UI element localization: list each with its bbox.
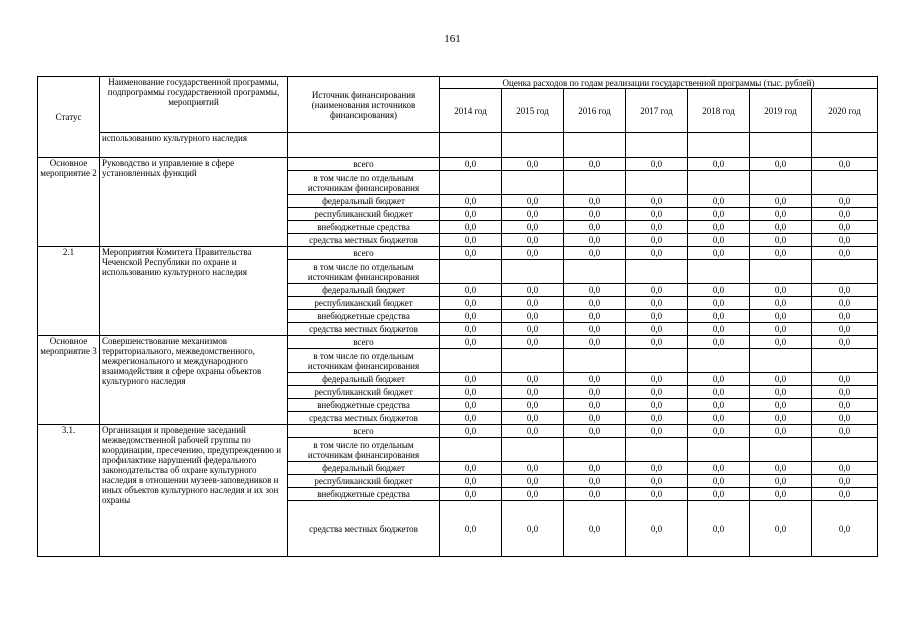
value-cell: 0,0 (440, 501, 502, 557)
value-cell: 0,0 (750, 195, 812, 208)
value-cell: 0,0 (440, 158, 502, 171)
funding-source-cell: республиканский бюджет (288, 475, 440, 488)
header-name: Наименование государственной программы, подпрограммы государственной программы, мероприятий (100, 77, 288, 133)
value-cell: 0,0 (688, 399, 750, 412)
funding-source-cell: в том числе по отдельным источникам финансирования (288, 349, 440, 373)
value-cell: 0,0 (750, 462, 812, 475)
funding-source-cell: внебюджетные средства (288, 488, 440, 501)
value-cell: 0,0 (564, 297, 626, 310)
header-year: 2016 год (564, 89, 626, 133)
empty-cell (288, 133, 440, 158)
value-cell: 0,0 (812, 284, 878, 297)
value-cell: 0,0 (502, 386, 564, 399)
empty-cell (750, 133, 812, 158)
value-cell: 0,0 (688, 234, 750, 247)
value-cell: 0,0 (502, 475, 564, 488)
value-cell: 0,0 (750, 310, 812, 323)
value-cell: 0,0 (812, 412, 878, 425)
value-cell: 0,0 (626, 221, 688, 234)
value-cell: 0,0 (564, 247, 626, 260)
value-cell: 0,0 (564, 373, 626, 386)
value-cell (812, 260, 878, 284)
value-cell (812, 349, 878, 373)
header-source: Источник финансирования (наименования источников финансирования) (288, 77, 440, 133)
value-cell: 0,0 (688, 386, 750, 399)
value-cell: 0,0 (812, 475, 878, 488)
value-cell: 0,0 (812, 234, 878, 247)
value-cell: 0,0 (688, 462, 750, 475)
value-cell: 0,0 (440, 323, 502, 336)
value-cell: 0,0 (688, 475, 750, 488)
value-cell (502, 260, 564, 284)
funding-source-cell: всего (288, 247, 440, 260)
value-cell: 0,0 (440, 488, 502, 501)
value-cell: 0,0 (564, 488, 626, 501)
program-name-cell: Мероприятия Комитета Правительства Чеченской Республики по охране и использованию культурного наследия (100, 247, 288, 336)
value-cell: 0,0 (626, 336, 688, 349)
value-cell: 0,0 (502, 399, 564, 412)
funding-source-cell: республиканский бюджет (288, 386, 440, 399)
value-cell: 0,0 (626, 501, 688, 557)
header-year: 2020 год (812, 89, 878, 133)
value-cell: 0,0 (502, 234, 564, 247)
value-cell: 0,0 (626, 475, 688, 488)
value-cell: 0,0 (688, 412, 750, 425)
table-row (38, 425, 878, 438)
value-cell: 0,0 (812, 221, 878, 234)
funding-source-cell: в том числе по отдельным источникам финансирования (288, 438, 440, 462)
value-cell: 0,0 (626, 425, 688, 438)
value-cell: 0,0 (812, 425, 878, 438)
value-cell (688, 349, 750, 373)
funding-source-cell: федеральный бюджет (288, 462, 440, 475)
empty-cell (564, 133, 626, 158)
value-cell: 0,0 (564, 399, 626, 412)
funding-source-cell: средства местных бюджетов (288, 412, 440, 425)
value-cell: 0,0 (440, 336, 502, 349)
value-cell (626, 260, 688, 284)
value-cell (688, 438, 750, 462)
status-cell: Основное мероприятие 2 (38, 158, 100, 247)
value-cell: 0,0 (750, 425, 812, 438)
value-cell: 0,0 (812, 310, 878, 323)
value-cell: 0,0 (812, 195, 878, 208)
value-cell: 0,0 (440, 195, 502, 208)
value-cell: 0,0 (564, 310, 626, 323)
funding-source-cell: средства местных бюджетов (288, 501, 440, 557)
value-cell (440, 438, 502, 462)
header-year: 2015 год (502, 89, 564, 133)
value-cell (502, 349, 564, 373)
status-cell: 2.1 (38, 247, 100, 336)
value-cell: 0,0 (626, 195, 688, 208)
value-cell: 0,0 (502, 158, 564, 171)
value-cell: 0,0 (564, 412, 626, 425)
value-cell: 0,0 (812, 501, 878, 557)
value-cell: 0,0 (564, 158, 626, 171)
value-cell: 0,0 (502, 462, 564, 475)
value-cell: 0,0 (502, 297, 564, 310)
value-cell: 0,0 (688, 195, 750, 208)
value-cell: 0,0 (440, 310, 502, 323)
value-cell: 0,0 (502, 501, 564, 557)
value-cell: 0,0 (688, 247, 750, 260)
value-cell: 0,0 (440, 297, 502, 310)
program-name-cell: Организация и проведение заседаний межведомственной рабочей группы по координации, пресечению, предупреждению и профилактике нарушений федерального законодательства об охране культурного наследия в отношении музеев-заповедников и иных объектов культурного наследия и их зон охраны (100, 425, 288, 557)
funding-source-cell: республиканский бюджет (288, 297, 440, 310)
value-cell: 0,0 (440, 221, 502, 234)
value-cell: 0,0 (626, 462, 688, 475)
value-cell: 0,0 (564, 462, 626, 475)
value-cell: 0,0 (626, 158, 688, 171)
funding-source-cell: федеральный бюджет (288, 373, 440, 386)
value-cell: 0,0 (812, 323, 878, 336)
value-cell: 0,0 (626, 399, 688, 412)
funding-source-cell: республиканский бюджет (288, 208, 440, 221)
empty-cell (502, 133, 564, 158)
funding-source-cell: в том числе по отдельным источникам финансирования (288, 171, 440, 195)
funding-source-cell: внебюджетные средства (288, 221, 440, 234)
value-cell: 0,0 (750, 297, 812, 310)
value-cell: 0,0 (750, 412, 812, 425)
value-cell (750, 171, 812, 195)
funding-source-cell: всего (288, 158, 440, 171)
value-cell: 0,0 (502, 195, 564, 208)
funding-source-cell: всего (288, 425, 440, 438)
value-cell: 0,0 (440, 462, 502, 475)
empty-cell (626, 133, 688, 158)
value-cell: 0,0 (502, 488, 564, 501)
value-cell: 0,0 (750, 323, 812, 336)
value-cell: 0,0 (750, 247, 812, 260)
value-cell: 0,0 (626, 412, 688, 425)
value-cell: 0,0 (812, 386, 878, 399)
header-name-continued: использованию культурного наследия (100, 133, 288, 158)
value-cell: 0,0 (502, 247, 564, 260)
value-cell (440, 349, 502, 373)
value-cell: 0,0 (564, 221, 626, 234)
value-cell: 0,0 (564, 234, 626, 247)
value-cell: 0,0 (688, 208, 750, 221)
value-cell (626, 438, 688, 462)
header-status: Статус (38, 77, 100, 158)
value-cell: 0,0 (750, 208, 812, 221)
funding-source-cell: средства местных бюджетов (288, 234, 440, 247)
header-year: 2014 год (440, 89, 502, 133)
value-cell (564, 260, 626, 284)
value-cell (688, 260, 750, 284)
value-cell: 0,0 (688, 373, 750, 386)
value-cell: 0,0 (502, 310, 564, 323)
empty-cell (440, 133, 502, 158)
value-cell (812, 438, 878, 462)
value-cell: 0,0 (564, 284, 626, 297)
value-cell: 0,0 (440, 475, 502, 488)
value-cell: 0,0 (564, 323, 626, 336)
value-cell: 0,0 (750, 158, 812, 171)
status-cell: Основное мероприятие 3 (38, 336, 100, 425)
value-cell: 0,0 (750, 488, 812, 501)
value-cell (440, 171, 502, 195)
value-cell: 0,0 (564, 208, 626, 221)
value-cell: 0,0 (440, 425, 502, 438)
value-cell: 0,0 (750, 284, 812, 297)
table-row (38, 247, 878, 260)
value-cell: 0,0 (502, 221, 564, 234)
value-cell: 0,0 (502, 323, 564, 336)
value-cell: 0,0 (626, 297, 688, 310)
value-cell: 0,0 (564, 386, 626, 399)
program-name-cell: Руководство и управление в сфере установленных функций (100, 158, 288, 247)
value-cell: 0,0 (812, 208, 878, 221)
value-cell: 0,0 (750, 221, 812, 234)
value-cell: 0,0 (750, 386, 812, 399)
value-cell: 0,0 (688, 501, 750, 557)
program-name-cell: Совершенствование механизмов территориального, межведомственного, межрегионального и международного взаимодействия в сфере охраны объектов культурного наследия (100, 336, 288, 425)
value-cell: 0,0 (440, 386, 502, 399)
value-cell: 0,0 (688, 284, 750, 297)
funding-source-cell: внебюджетные средства (288, 399, 440, 412)
value-cell (626, 171, 688, 195)
value-cell (502, 438, 564, 462)
value-cell: 0,0 (626, 234, 688, 247)
value-cell (502, 171, 564, 195)
value-cell: 0,0 (440, 234, 502, 247)
funding-source-cell: в том числе по отдельным источникам финансирования (288, 260, 440, 284)
value-cell (564, 349, 626, 373)
value-cell: 0,0 (502, 284, 564, 297)
header-year: 2018 год (688, 89, 750, 133)
value-cell: 0,0 (502, 425, 564, 438)
table-body (38, 158, 878, 557)
value-cell: 0,0 (564, 425, 626, 438)
status-cell: 3.1. (38, 425, 100, 557)
value-cell: 0,0 (688, 488, 750, 501)
funding-source-cell: федеральный бюджет (288, 195, 440, 208)
budget-table (37, 76, 878, 557)
value-cell: 0,0 (688, 323, 750, 336)
value-cell: 0,0 (564, 501, 626, 557)
value-cell: 0,0 (440, 412, 502, 425)
value-cell: 0,0 (626, 323, 688, 336)
value-cell: 0,0 (812, 247, 878, 260)
value-cell: 0,0 (440, 208, 502, 221)
value-cell: 0,0 (626, 284, 688, 297)
funding-source-cell: средства местных бюджетов (288, 323, 440, 336)
value-cell (812, 171, 878, 195)
value-cell: 0,0 (626, 386, 688, 399)
value-cell: 0,0 (688, 158, 750, 171)
value-cell: 0,0 (688, 336, 750, 349)
value-cell: 0,0 (750, 234, 812, 247)
value-cell: 0,0 (812, 336, 878, 349)
value-cell: 0,0 (502, 373, 564, 386)
table-row (38, 158, 878, 171)
value-cell: 0,0 (812, 158, 878, 171)
value-cell (750, 260, 812, 284)
value-cell: 0,0 (688, 221, 750, 234)
value-cell: 0,0 (688, 310, 750, 323)
value-cell: 0,0 (750, 501, 812, 557)
value-cell: 0,0 (440, 373, 502, 386)
value-cell: 0,0 (812, 399, 878, 412)
value-cell: 0,0 (626, 310, 688, 323)
header-estimate: Оценка расходов по годам реализации государственной программы (тыс. рублей) (440, 77, 878, 89)
value-cell: 0,0 (812, 488, 878, 501)
value-cell: 0,0 (502, 208, 564, 221)
value-cell: 0,0 (626, 247, 688, 260)
value-cell: 0,0 (564, 336, 626, 349)
value-cell (750, 438, 812, 462)
page-number: 161 (444, 33, 461, 45)
value-cell: 0,0 (440, 284, 502, 297)
value-cell: 0,0 (564, 475, 626, 488)
value-cell: 0,0 (440, 247, 502, 260)
value-cell (688, 171, 750, 195)
value-cell: 0,0 (626, 488, 688, 501)
empty-cell (688, 133, 750, 158)
value-cell: 0,0 (626, 373, 688, 386)
value-cell (440, 260, 502, 284)
funding-source-cell: федеральный бюджет (288, 284, 440, 297)
value-cell: 0,0 (812, 373, 878, 386)
value-cell: 0,0 (440, 399, 502, 412)
value-cell: 0,0 (502, 336, 564, 349)
value-cell: 0,0 (812, 297, 878, 310)
value-cell: 0,0 (812, 462, 878, 475)
value-cell (564, 438, 626, 462)
header-year: 2019 год (750, 89, 812, 133)
value-cell: 0,0 (502, 412, 564, 425)
value-cell: 0,0 (750, 336, 812, 349)
value-cell: 0,0 (688, 425, 750, 438)
value-cell: 0,0 (750, 399, 812, 412)
funding-source-cell: всего (288, 336, 440, 349)
empty-cell (812, 133, 878, 158)
value-cell: 0,0 (750, 373, 812, 386)
value-cell: 0,0 (688, 297, 750, 310)
funding-source-cell: внебюджетные средства (288, 310, 440, 323)
table-row (38, 336, 878, 349)
value-cell (626, 349, 688, 373)
header-year: 2017 год (626, 89, 688, 133)
value-cell (564, 171, 626, 195)
value-cell (750, 349, 812, 373)
value-cell: 0,0 (626, 208, 688, 221)
value-cell: 0,0 (750, 475, 812, 488)
value-cell: 0,0 (564, 195, 626, 208)
